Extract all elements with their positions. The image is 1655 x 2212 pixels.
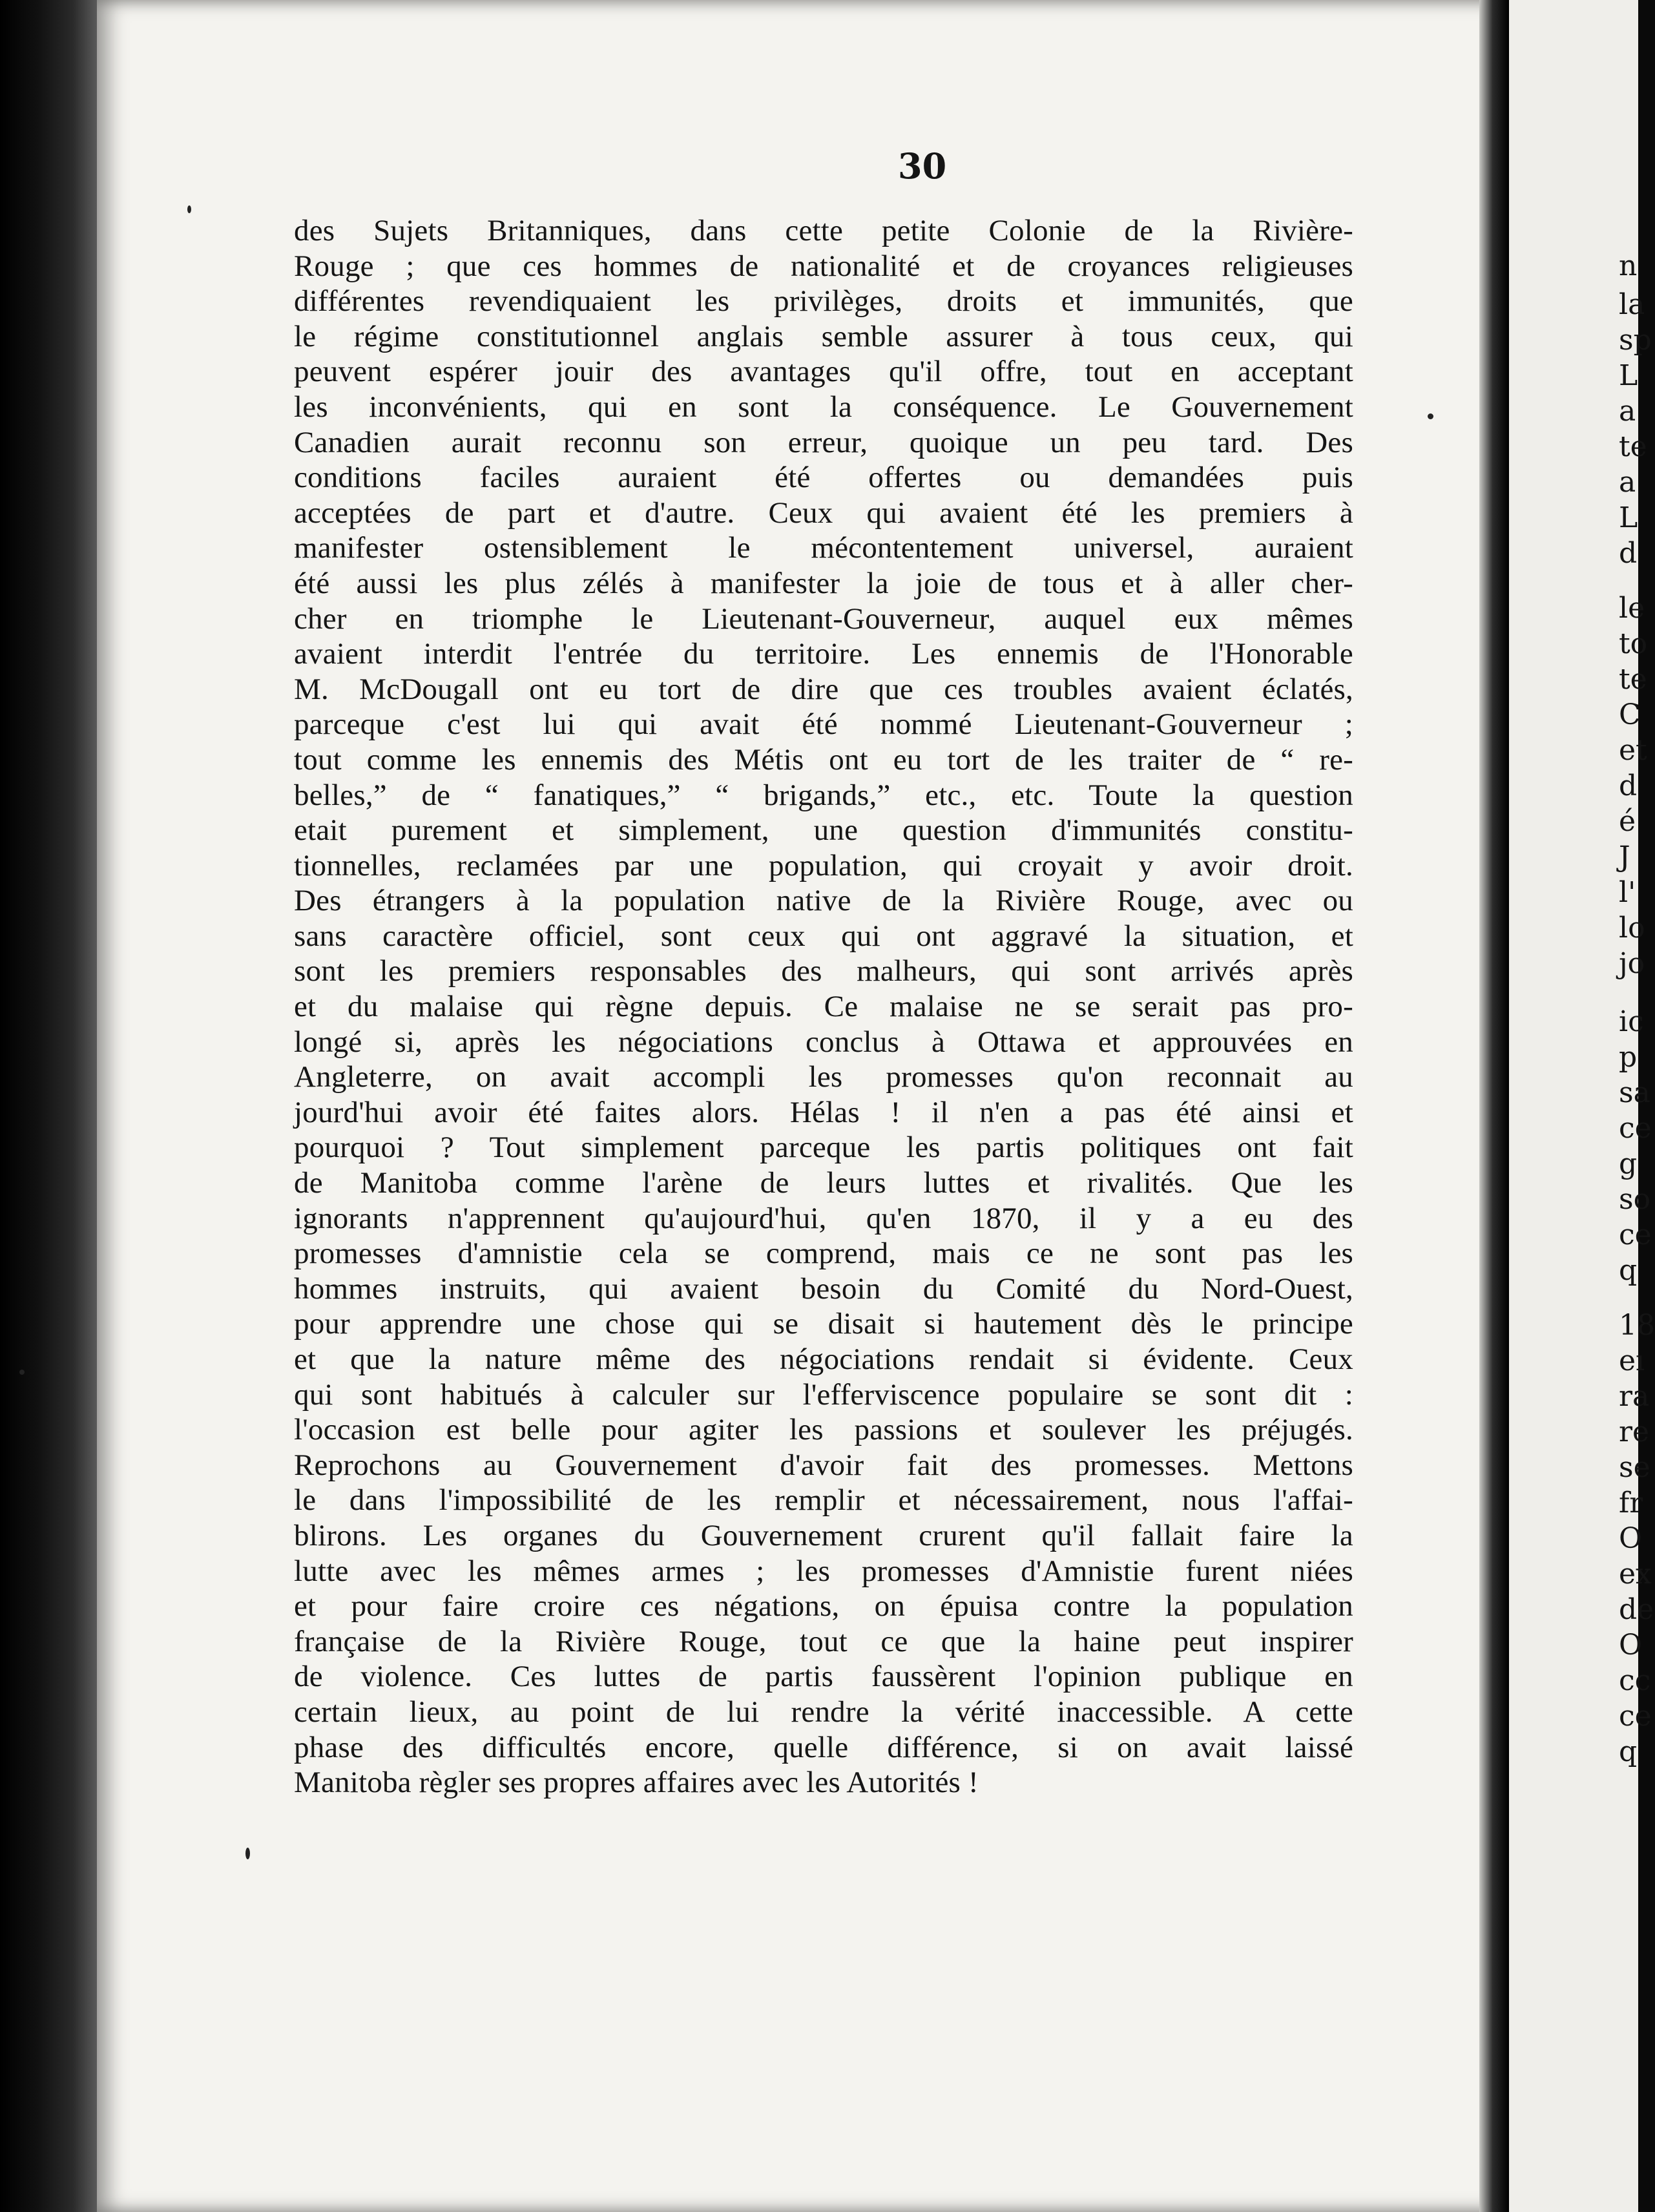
text-line: cher en triomphe le Lieutenant-Gouverneur, auquel eux mêmes	[294, 601, 1353, 636]
speck	[19, 1370, 25, 1375]
next-page-fragment: so	[1619, 1183, 1651, 1216]
text-line: qui sont habitués à calculer sur l'efferviscence populaire se sont dit :	[294, 1377, 1353, 1412]
next-page-fragment: ic	[1619, 1005, 1644, 1038]
text-line: différentes revendiquaient les privilèges, droits et immunités, que	[294, 284, 1353, 318]
next-page-fragment: re	[1619, 1415, 1650, 1448]
text-line: blirons. Les organes du Gouvernement crurent qu'il fallait faire la	[294, 1518, 1353, 1552]
next-page-edge	[1509, 0, 1655, 2212]
next-page-fragment: é	[1619, 805, 1636, 838]
text-line: peuvent espérer jouir des avantages qu'il offre, tout en acceptant	[294, 355, 1353, 389]
next-page-fragment: ce	[1619, 1112, 1652, 1145]
next-page-fragment: to	[1619, 627, 1648, 660]
next-page-fragment: l'	[1619, 876, 1636, 909]
next-page-fragment: C	[1619, 698, 1641, 731]
next-page-fragment: q	[1619, 1735, 1638, 1768]
next-page-fragment: n	[1619, 249, 1638, 282]
text-line: des Sujets Britanniques, dans cette petite Colonie de la Rivière-	[294, 214, 1353, 247]
text-line: et pour faire croire ces négations, on épuisa contre la population	[294, 1589, 1353, 1623]
next-page-fragment: la	[1619, 288, 1645, 321]
text-line: belles,” de “ fanatiques,” “ brigands,” etc., etc. Toute la question	[294, 778, 1353, 812]
next-page-fragment: jo	[1619, 947, 1645, 980]
page-number: 30	[898, 145, 947, 187]
next-page-fragment: g	[1619, 1147, 1638, 1180]
next-page-fragment: d	[1619, 537, 1638, 570]
text-line: et du malaise qui règne depuis. Ce malaise ne se serait pas pro-	[294, 990, 1353, 1024]
book-left-edge	[0, 0, 97, 2212]
text-line: lutte avec les mêmes armes ; les promesses d'Amnistie furent niées	[294, 1554, 1353, 1588]
text-line: Des étrangers à la population native de la Rivière Rouge, avec ou	[294, 884, 1353, 918]
next-page-fragment: 18	[1619, 1309, 1655, 1342]
next-page-fragment: O	[1619, 1629, 1643, 1662]
next-page-fragment: sa	[1619, 1076, 1650, 1109]
next-page-fragment: te	[1619, 663, 1647, 696]
next-page-fragment: J	[1619, 840, 1630, 873]
text-line: française de la Rivière Rouge, tout ce que la haine peut inspirer	[294, 1624, 1353, 1658]
next-page-fragment: a	[1619, 466, 1636, 499]
text-line: et que la nature même des négociations rendait si évidente. Ceux	[294, 1342, 1353, 1376]
text-line: pour apprendre une chose qui se disait si hautement dès le principe	[294, 1307, 1353, 1341]
next-page-fragment: ra	[1619, 1380, 1650, 1413]
text-line: sans caractère officiel, sont ceux qui ont aggravé la situation, et	[294, 919, 1353, 953]
next-page-fragment: eх	[1619, 1558, 1652, 1591]
text-line: ignorants n'apprennent qu'aujourd'hui, qu'en 1870, il y a eu des	[294, 1201, 1353, 1235]
text-line: hommes instruits, qui avaient besoin du Comité du Nord-Ouest,	[294, 1271, 1353, 1306]
text-line: certain lieux, au point de lui rendre la vérité inaccessible. A cette	[294, 1695, 1353, 1729]
text-line: Angleterre, on avait accompli les promesses qu'on reconnait au	[294, 1060, 1353, 1094]
text-line: les inconvénients, qui en sont la conséquence. Le Gouvernement	[294, 390, 1353, 424]
text-line: l'occasion est belle pour agiter les passions et soulever les préjugés.	[294, 1413, 1353, 1447]
next-page-fragment: ce	[1619, 1700, 1652, 1733]
speck	[245, 1848, 250, 1859]
text-line: conditions faciles auraient été offertes ou demandées puis	[294, 461, 1353, 495]
next-page-fragment: d	[1619, 769, 1638, 802]
text-line: acceptées de part et d'autre. Ceux qui avaient été les premiers à	[294, 496, 1353, 530]
next-page-fragment: O	[1619, 1522, 1643, 1555]
next-page-fragment: se	[1619, 1451, 1650, 1484]
text-line: jourd'hui avoir été faites alors. Hélas ! il n'en a pas été ainsi et	[294, 1095, 1353, 1129]
text-line: de Manitoba comme l'arène de leurs luttes et rivalités. Que les	[294, 1166, 1353, 1200]
next-page-fragment: L	[1619, 501, 1638, 534]
text-line: été aussi les plus zélés à manifester la joie de tous et à aller cher-	[294, 566, 1353, 600]
text-line: sont les premiers responsables des malheurs, qui sont arrivés après	[294, 954, 1353, 988]
next-page-fragment: eı	[1619, 1344, 1645, 1377]
next-page-fragment: sp	[1619, 324, 1652, 357]
next-page-fragment: le	[1619, 592, 1645, 625]
text-line: avaient interdit l'entrée du territoire. Les ennemis de l'Honorable	[294, 637, 1353, 671]
next-page-fragment: lo	[1619, 912, 1645, 944]
text-line: Rouge ; que ces hommes de nationalité et de croyances religieuses	[294, 249, 1353, 283]
text-line: etait purement et simplement, une question d'immunités constitu-	[294, 813, 1353, 848]
next-page-fragment: a	[1619, 395, 1636, 428]
text-line: le régime constitutionnel anglais semble assurer à tous ceux, qui	[294, 319, 1353, 353]
next-page-fragment: ce	[1619, 1218, 1652, 1251]
next-page-fragment: fr	[1619, 1487, 1643, 1519]
text-line: tionnelles, reclamées par une population, qui croyait y avoir droit.	[294, 848, 1353, 882]
body-text	[294, 213, 1353, 1800]
text-line: parceque c'est lui qui avait été nommé Lieutenant-Gouverneur ;	[294, 707, 1353, 742]
text-line: de violence. Ces luttes de partis faussèrent l'opinion publique en	[294, 1660, 1353, 1694]
next-page-fragment: cc	[1619, 1664, 1651, 1697]
text-line: Manitoba règler ses propres affaires avec les Autorités !	[294, 1766, 979, 1800]
book-gutter	[1479, 0, 1509, 2212]
text-line: manifester ostensiblement le mécontentement universel, auraient	[294, 531, 1353, 565]
text-line: Canadien aurait reconnu son erreur, quoique un peu tard. Des	[294, 425, 1353, 459]
next-page-fragment: L	[1619, 359, 1638, 392]
text-line: Reprochons au Gouvernement d'avoir fait des promesses. Mettons	[294, 1448, 1353, 1482]
text-line: tout comme les ennemis des Métis ont eu tort de les traiter de “ re-	[294, 742, 1353, 777]
text-line: M. McDougall ont eu tort de dire que ces troubles avaient éclatés,	[294, 672, 1353, 706]
text-line: longé si, après les négociations conclus à Ottawa et approuvées en	[294, 1025, 1353, 1059]
text-line: promesses d'amnistie cela se comprend, mais ce ne sont pas les	[294, 1236, 1353, 1271]
next-page-fragment: et	[1619, 734, 1647, 767]
text-line: phase des difficultés encore, quelle différence, si on avait laissé	[294, 1730, 1353, 1764]
next-page-fragment: te	[1619, 430, 1647, 463]
next-page-fragment: q	[1619, 1254, 1638, 1287]
text-line: pourquoi ? Tout simplement parceque les partis politiques ont fait	[294, 1131, 1353, 1165]
next-page-fragment: de	[1619, 1593, 1654, 1626]
speck	[1428, 413, 1433, 419]
next-page-fragment: p	[1619, 1041, 1638, 1074]
speck	[187, 205, 191, 213]
text-line: le dans l'impossibilité de les remplir et nécessairement, nous l'affai-	[294, 1483, 1353, 1518]
